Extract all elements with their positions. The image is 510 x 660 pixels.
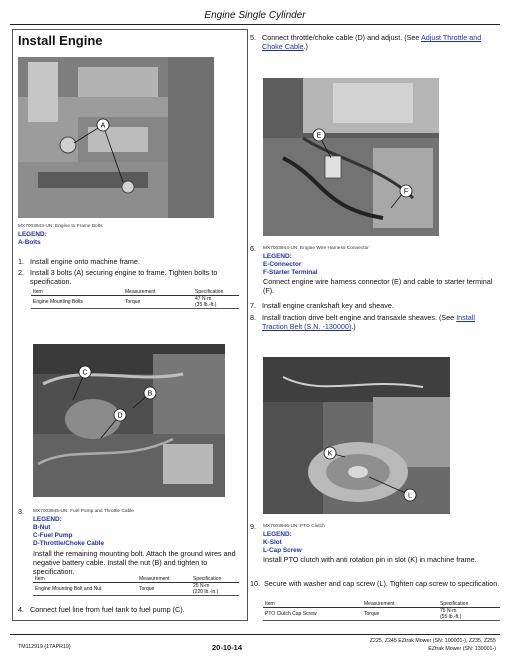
fig3-legend-item-d: D-Throttle/Choke Cable	[33, 540, 105, 547]
footer-rule	[10, 634, 500, 635]
step-text: Install engine onto machine frame.	[30, 257, 140, 266]
cell-specification	[191, 583, 239, 596]
harness-connector-photo	[263, 78, 439, 236]
header-rule	[10, 24, 500, 25]
step-8	[250, 313, 500, 331]
step-text: Connect fuel line from fuel tank to fuel pump (C).	[30, 605, 185, 614]
step-3-text: Install the remaining mounting bolt. Attach the ground wires and negative battery cable. Install the nut (B) and tighten to specification.	[33, 549, 236, 576]
spec-table-mounting-bolts	[31, 289, 239, 309]
fig6-legend-item-e: E-Connector	[263, 261, 302, 268]
cell-specification	[438, 608, 500, 621]
step-number: 2.	[18, 268, 24, 277]
fig1-legend-title: LEGEND:	[18, 231, 47, 238]
spec-metric: 25 N·m	[193, 583, 210, 589]
cell-item: Engine Mounting Bolts	[33, 299, 84, 305]
footer-model-line-1: Z225, Z245 EZtrak Mower (SN: 100001-), Z235, Z255	[369, 638, 496, 644]
step-7	[250, 301, 500, 310]
step-5-after: .)	[303, 42, 308, 51]
table-row	[31, 296, 239, 309]
step-5-text: Connect throttle/choke cable (D) and adjust. (See	[262, 33, 422, 42]
spec-table-pto-cap-screw	[263, 601, 500, 621]
col-specification: Specification	[193, 576, 222, 582]
step-text: Secure with washer and cap screw (L). Tighten cap screw to specification.	[264, 579, 500, 588]
spec-metric: 75 N·m	[440, 608, 457, 614]
step-number: 7.	[250, 301, 256, 310]
fig3-legend-item-c: C-Fuel Pump	[33, 532, 73, 539]
table-row	[33, 583, 239, 596]
step-text	[262, 313, 500, 331]
col-item: Item	[265, 601, 275, 607]
cell-item: Engine Mounting Bolt and Nut	[35, 586, 102, 592]
step-text	[262, 33, 500, 51]
step-8-text: Install traction drive belt engine and transaxle sheaves. (See	[262, 313, 457, 322]
col-item: Item	[33, 289, 43, 295]
fig6-legend-item-f: F-Starter Terminal	[263, 269, 318, 276]
spec-table-mounting-bolt-nut	[33, 576, 239, 596]
step-9-text: Install PTO clutch with anti rotation pin in slot (K) in machine frame.	[263, 555, 477, 564]
spec-metric: 47 N·m	[195, 296, 212, 302]
step-text: Install engine crankshaft key and sheave.	[262, 301, 394, 310]
step-2	[18, 268, 240, 286]
callout-a: A	[100, 122, 106, 130]
step-1	[18, 257, 240, 266]
col-specification: Specification	[440, 601, 469, 607]
spec-imperial: (220 lb.-in.)	[193, 589, 219, 595]
fig9-legend-item-k: K-Slot	[263, 539, 282, 546]
col-measurement: Measurement	[125, 289, 156, 295]
col-specification: Specification	[195, 289, 224, 295]
section-title: Install Engine	[18, 33, 103, 48]
callout-e: E	[316, 132, 322, 140]
fuel-pump-throttle-photo	[33, 344, 225, 497]
adjust-throttle-choke-link[interactable]: Adjust Throttle and Choke Cable	[262, 33, 482, 51]
step-number: 5.	[250, 33, 256, 42]
fig9-caption: MX7003946-UN: PTO Clutch	[263, 524, 325, 529]
footer-model-line-2: EZtrak Mower (SN: 130001-)	[428, 646, 496, 652]
engine-to-frame-photo	[18, 57, 214, 218]
callout-f: F	[403, 188, 409, 196]
step-number: 8.	[250, 313, 256, 322]
cell-measurement: Torque	[125, 299, 141, 305]
callout-k: K	[327, 450, 333, 458]
step-text: Install 3 bolts (A) securing engine to frame. Tighten bolts to specification.	[30, 268, 218, 286]
col-measurement: Measurement	[364, 601, 395, 607]
pto-clutch-photo	[263, 357, 450, 514]
fig1-caption: MX7003943-UN: Engine to Frame Bolts	[18, 224, 103, 229]
install-traction-belt-link[interactable]: Install Traction Belt (S.N. -130000)	[262, 313, 475, 331]
fig9-legend-item-l: L-Cap Screw	[263, 547, 302, 554]
step-number: 4.	[18, 605, 24, 614]
table-row	[263, 608, 500, 621]
step-9-number: 9.	[250, 522, 256, 531]
footer-page-number: 20-10-14	[212, 643, 243, 652]
step-10	[250, 579, 500, 588]
step-number: 1.	[18, 257, 24, 266]
cell-measurement: Torque	[139, 586, 155, 592]
step-5	[250, 33, 500, 51]
fig6-legend-title: LEGEND:	[263, 253, 292, 260]
spec-imperial: (55 lb.-ft.)	[440, 614, 462, 620]
spec-imperial: (35 lb.-ft.)	[195, 302, 217, 308]
fig3-legend-title: LEGEND:	[33, 516, 62, 523]
fig6-caption: MX7003944-UN: Engine Wire Harness Connector	[263, 246, 369, 251]
callout-b: B	[147, 390, 153, 398]
callout-c: C	[82, 369, 88, 377]
fig9-legend-title: LEGEND:	[263, 531, 292, 538]
col-measurement: Measurement	[139, 576, 170, 582]
cell-measurement: Torque	[364, 611, 380, 617]
page-header-title: Engine Single Cylinder	[204, 10, 306, 21]
step-8-after: .)	[351, 322, 356, 331]
step-4	[18, 605, 240, 614]
footer-doc-id: TM112919 (17APR19)	[18, 644, 71, 650]
callout-l: L	[408, 492, 412, 500]
fig3-caption: MX7003945-UN: Fuel Pump and Throttle Cable	[33, 509, 134, 514]
cell-specification	[193, 296, 239, 309]
fig1-legend-item: A-Bolts	[18, 239, 41, 246]
step-number: 10.	[250, 579, 260, 588]
fig3-legend-item-b: B-Nut	[33, 524, 51, 531]
step-6-text: Connect engine wire harness connector (E) and cable to starter terminal (F).	[263, 277, 493, 295]
col-item: Item	[35, 576, 45, 582]
cell-item: PTO Clutch Cap Screw	[265, 611, 317, 617]
step-6-number: 6.	[250, 244, 256, 253]
step-3-number: 3.	[18, 507, 24, 516]
callout-d: D	[117, 412, 123, 420]
